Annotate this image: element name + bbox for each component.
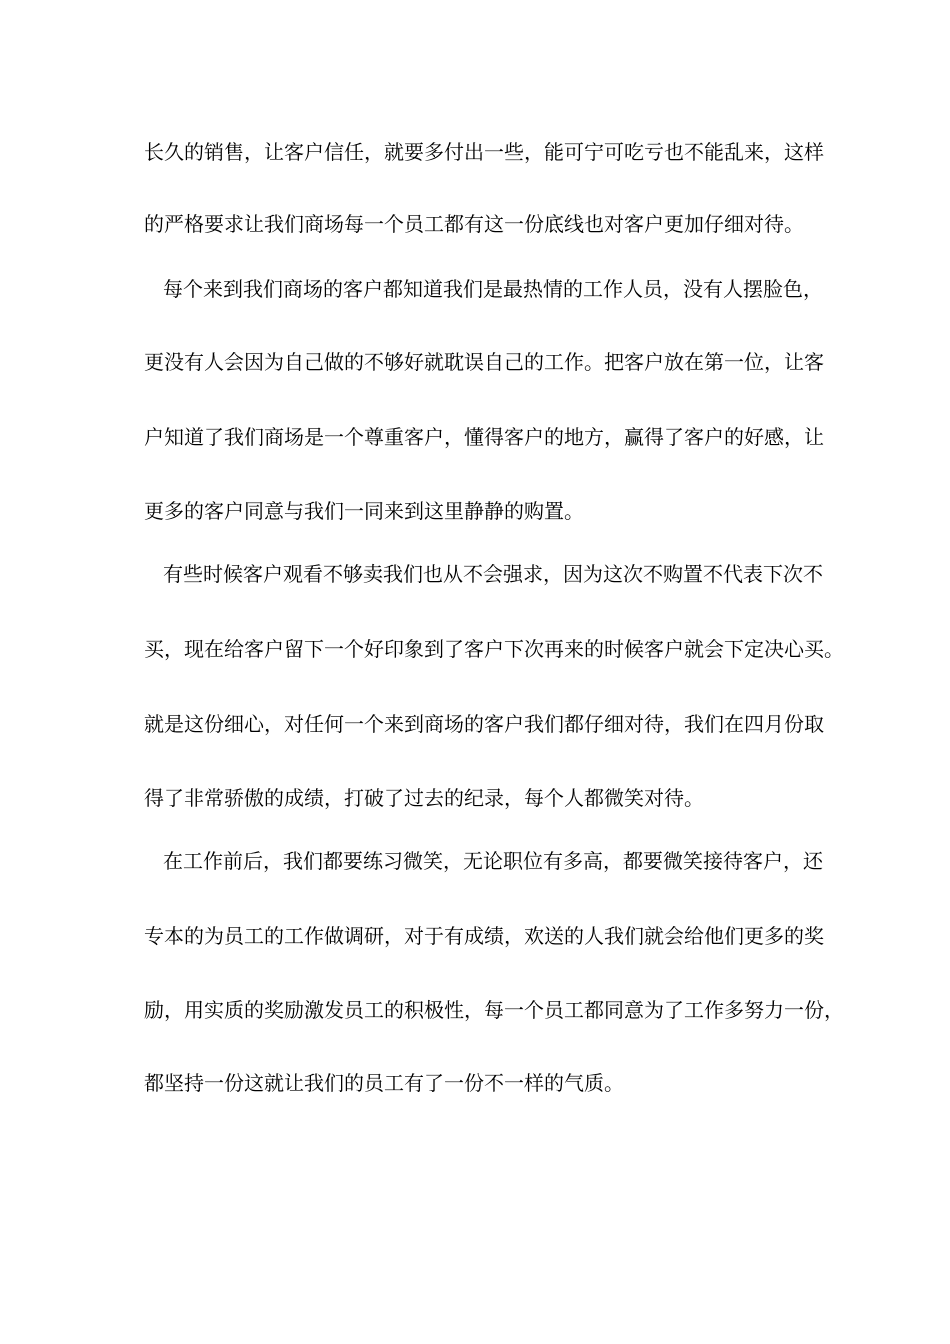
- text-line: 专本的为员工的工作做调研，对于有成绩，欢送的人我们就会给他们更多的奖: [144, 924, 824, 948]
- text-line: 长久的销售，让客户信任，就要多付出一些，能可宁可吃亏也不能乱来，这样: [144, 140, 824, 164]
- text-line: 就是这份细心，对任何一个来到商场的客户我们都仔细对待，我们在四月份取: [144, 712, 824, 736]
- paragraph-first-line: 每个来到我们商场的客户都知道我们是最热情的工作人员，没有人摆脸色，: [163, 277, 823, 301]
- text-line: 户知道了我们商场是一个尊重客户，懂得客户的地方，赢得了客户的好感，让: [144, 425, 824, 449]
- text-line: 励，用实质的奖励激发员工的积极性，每一个员工都同意为了工作多努力一份，: [144, 998, 844, 1022]
- text-line: 得了非常骄傲的成绩，打破了过去的纪录，每个人都微笑对待。: [144, 786, 704, 810]
- text-line: 都坚持一份这就让我们的员工有了一份不一样的气质。: [144, 1071, 624, 1095]
- paragraph-first-line: 有些时候客户观看不够卖我们也从不会强求，因为这次不购置不代表下次不: [163, 562, 823, 586]
- text-line: 买，现在给客户留下一个好印象到了客户下次再来的时候客户就会下定决心买。: [144, 637, 844, 661]
- text-line: 的严格要求让我们商场每一个员工都有这一份底线也对客户更加仔细对待。: [144, 212, 804, 236]
- text-line: 更多的客户同意与我们一同来到这里静静的购置。: [144, 499, 584, 523]
- text-line: 更没有人会因为自己做的不够好就耽误自己的工作。把客户放在第一位，让客: [144, 350, 824, 374]
- paragraph-first-line: 在工作前后，我们都要练习微笑，无论职位有多高，都要微笑接待客户，还: [163, 849, 823, 873]
